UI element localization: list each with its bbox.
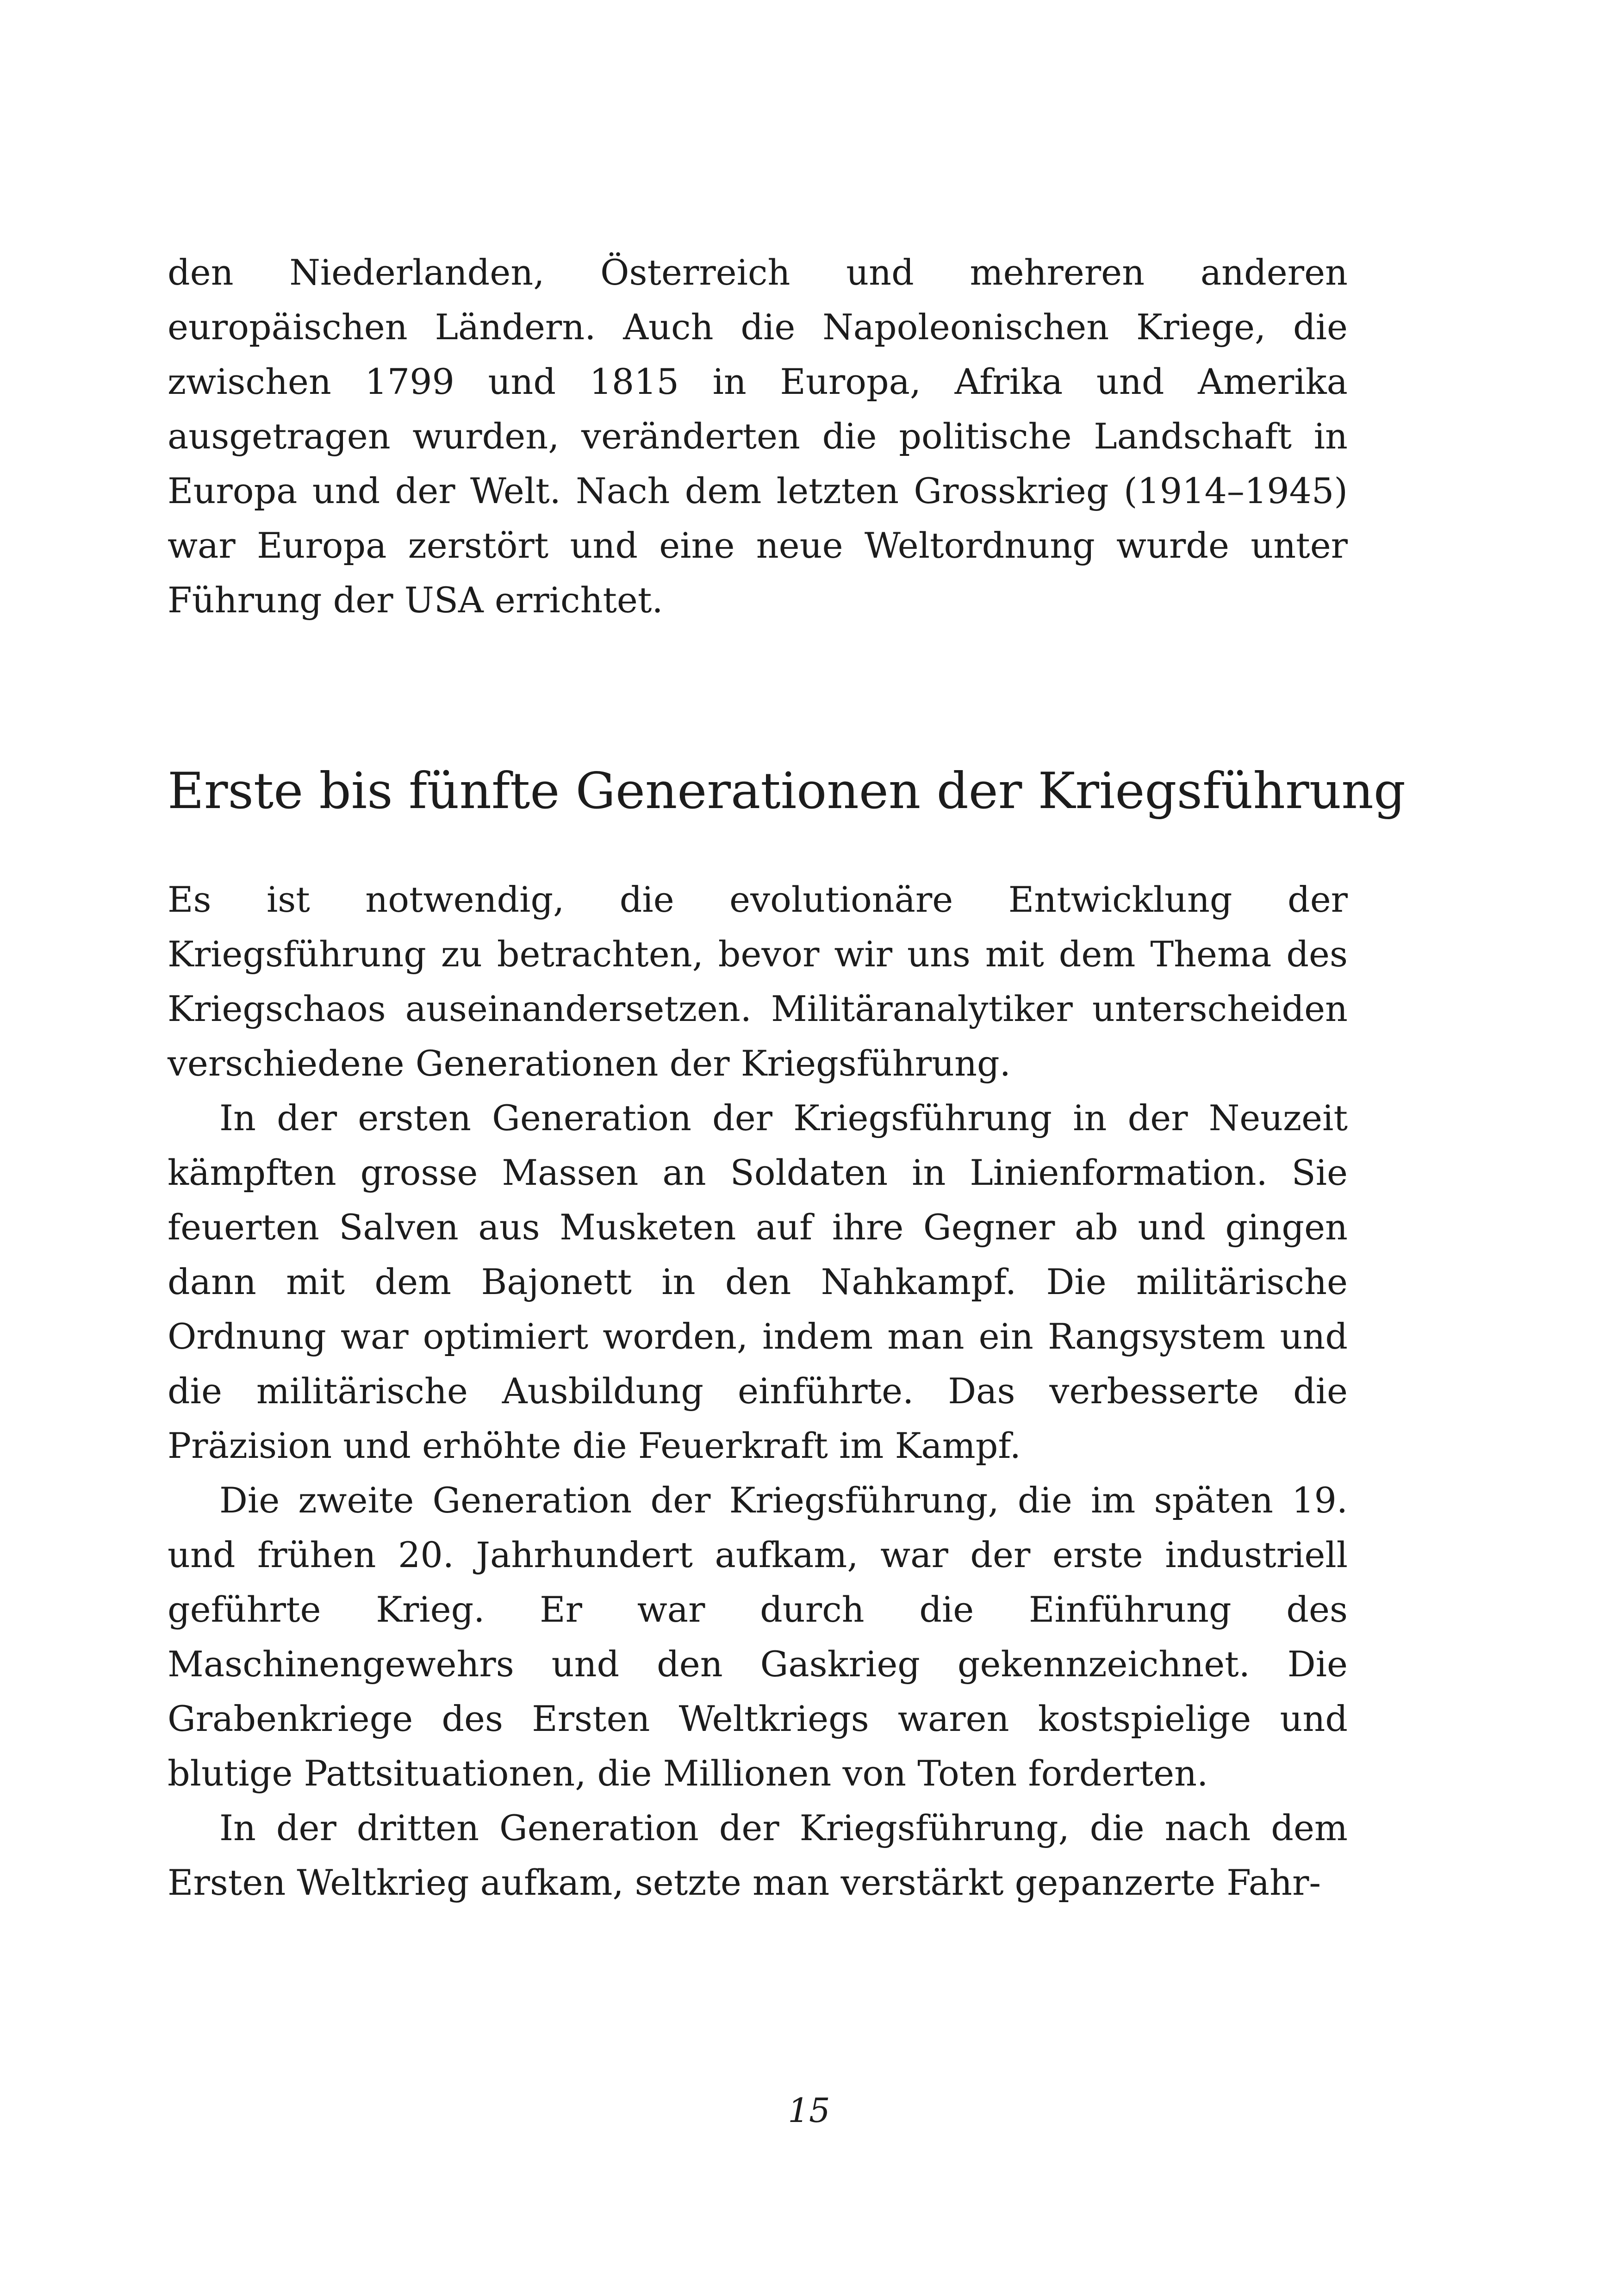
intro-paragraph: den Niederlanden, Österreich und mehreren anderen europäischen Ländern. Auch die Napoleonischen Kriege, die zwischen 1799 und 1815 in Europa, Afrika und Amerika ausgetragen wurden, veränderten die politische Landschaft in Europa und der Welt. Nach dem letzten Grosskrieg (1914–1945) war Europa zerstört und eine neue Weltordnung wurde unter Führung der USA errichtet. <box>168 252 1348 621</box>
body-text-block <box>168 872 1348 1910</box>
intro-text-block <box>168 245 1348 628</box>
page-number: 15 <box>788 2091 830 2130</box>
section-heading: Erste bis fünfte Generationen der Kriegsführung <box>168 762 1406 820</box>
paragraph-1: Es ist notwendig, die evolutionäre Entwicklung der Kriegsführung zu betrachten, bevor wir uns mit dem Thema des Kriegschaos auseinandersetzen. Militäranalytiker unterscheiden verschiedene Generationen der Kriegsführung. <box>168 879 1348 1084</box>
paragraph-3: Die zweite Generation der Kriegsführung, die im späten 19. und frühen 20. Jahrhundert aufkam, war der erste industriell geführte Krieg. Er war durch die Einführung des Maschinengewehrs und den Gaskrieg gekennzeichnet. Die Grabenkriege des Ersten Weltkriegs waren kostspielige und blutige Pattsituationen, die Millionen von Toten forderten. <box>168 1480 1348 1794</box>
paragraph-2: In der ersten Generation der Kriegsführung in der Neuzeit kämpften grosse Massen an Soldaten in Linienformation. Sie feuerten Salven aus Musketen auf ihre Gegner ab und gingen dann mit dem Bajonett in den Nahkampf. Die militärische Ordnung war optimiert worden, indem man ein Rangsystem und die militärische Ausbildung einführte. Das verbesserte die Präzision und erhöhte die Feuerkraft im Kampf. <box>168 1097 1348 1466</box>
paragraph-4: In der dritten Generation der Kriegsführung, die nach dem Ersten Weltkrieg aufkam, setzte man verstärkt gepanzerte Fahr- <box>168 1807 1348 1903</box>
